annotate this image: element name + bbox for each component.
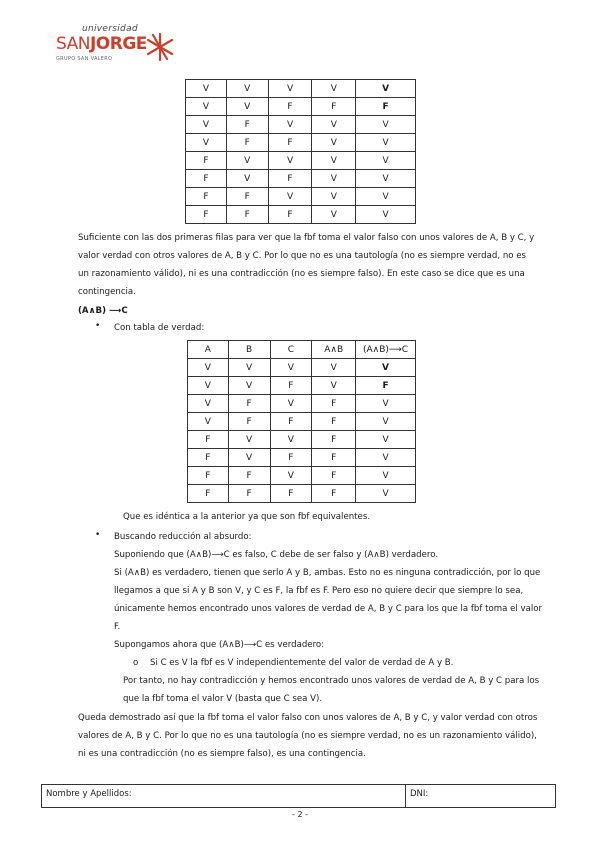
- table-cell: V: [312, 359, 356, 377]
- bullet-dot: •: [95, 321, 101, 331]
- table-cell: V: [356, 467, 416, 485]
- table-row: [188, 377, 416, 395]
- table-cell: V: [188, 359, 229, 377]
- table-row: [188, 485, 416, 503]
- table-cell: V: [188, 377, 229, 395]
- table-header-cell: (A∧B)⟶C: [356, 341, 416, 359]
- truth-table-1-body: [186, 80, 416, 224]
- table-cell: F: [188, 449, 229, 467]
- table-row: [186, 98, 416, 116]
- university-logo: [52, 22, 182, 70]
- table-cell: F: [312, 431, 356, 449]
- logo-grupo-text: GRUPO SAN VALERO: [56, 56, 113, 62]
- table-cell: F: [226, 188, 268, 206]
- bullet-dot: •: [95, 530, 101, 540]
- paragraph-contingency-1: [78, 229, 568, 301]
- table-cell: V: [356, 152, 416, 170]
- table-cell: V: [186, 80, 227, 98]
- table-cell: V: [186, 98, 227, 116]
- table-cell: V: [226, 80, 268, 98]
- logo-universidad-text: universidad: [82, 24, 138, 34]
- logo-star-icon: [144, 30, 176, 64]
- name-label: Nombre y Apellidos:: [46, 789, 132, 799]
- text-line: Si (A∧B) es verdadero, tienen que serlo A y B, ambas. Esto no es ninguna contradicción, por lo que: [114, 568, 541, 578]
- text-line: Por tanto, no hay contradicción y hemos encontrado unos valores de verdad de A, B y C para los: [123, 676, 540, 686]
- table-cell: V: [356, 188, 416, 206]
- table2-note: Que es idéntica a la anterior ya que son fbf equivalentes.: [123, 512, 371, 522]
- footer-divider: [405, 785, 406, 807]
- table-cell: F: [188, 431, 229, 449]
- text-line: llegamos a que si A y B son V, y C es F, la fbf es F. Pero eso no quiere decir que siempre lo sea,: [114, 586, 524, 596]
- table-cell: V: [268, 80, 312, 98]
- table-cell: F: [268, 170, 312, 188]
- table-cell: V: [356, 449, 416, 467]
- table-header-cell: C: [270, 341, 312, 359]
- table-cell: V: [226, 98, 268, 116]
- table-cell: V: [186, 134, 227, 152]
- table-cell: V: [226, 170, 268, 188]
- text-line: Queda demostrado así que la fbf toma el valor falso con unos valores de A, B y C, y valor verdad con otros: [78, 713, 538, 723]
- table-cell: F: [186, 152, 227, 170]
- table-cell: V: [226, 152, 268, 170]
- sub-bullet-marker: o: [133, 658, 139, 668]
- sub-bullet-text: Si C es V la fbf es V independientemente del valor de verdad de A y B.: [150, 658, 454, 668]
- table-cell: F: [312, 98, 356, 116]
- table-cell: V: [228, 359, 270, 377]
- table-row: [188, 413, 416, 431]
- table-row: [188, 467, 416, 485]
- text-line: Suponiendo que (A∧B)⟶C es falso, C debe de ser falso y (A∧B) verdadero.: [114, 550, 439, 560]
- table-cell: F: [186, 188, 227, 206]
- table-cell: F: [228, 395, 270, 413]
- table-cell: F: [356, 98, 416, 116]
- text-line: contingencia.: [78, 287, 136, 297]
- table-cell: F: [356, 377, 416, 395]
- absurdo-conclusion: [123, 672, 573, 708]
- table-cell: V: [268, 116, 312, 134]
- section-heading: (A∧B) ⟶C: [78, 306, 128, 316]
- table-cell: V: [186, 116, 227, 134]
- text-line: valor verdad con otros valores de A, B y C. Por lo que no es una tautología (no es siempre verdad, no es: [78, 251, 527, 261]
- table-cell: F: [228, 485, 270, 503]
- table-cell: F: [270, 449, 312, 467]
- table-cell: V: [356, 134, 416, 152]
- table-cell: V: [312, 206, 356, 224]
- table-row: [188, 359, 416, 377]
- table-row: [186, 152, 416, 170]
- table-cell: V: [270, 359, 312, 377]
- table-cell: V: [270, 395, 312, 413]
- table-header-cell: A: [188, 341, 229, 359]
- table-cell: F: [312, 449, 356, 467]
- table-header-row: [188, 341, 416, 359]
- page-number: - 2 -: [292, 810, 308, 819]
- table-cell: V: [312, 152, 356, 170]
- table-header-cell: A∧B: [312, 341, 356, 359]
- table-cell: V: [356, 206, 416, 224]
- table-cell: V: [356, 170, 416, 188]
- table-cell: V: [268, 152, 312, 170]
- table-row: [186, 116, 416, 134]
- text-line: ni es una contradicción (no es siempre falso), es una contingencia.: [78, 749, 366, 759]
- table-cell: F: [226, 134, 268, 152]
- table-cell: F: [226, 116, 268, 134]
- footer-form: [41, 784, 556, 808]
- table-row: [188, 431, 416, 449]
- table-cell: F: [226, 206, 268, 224]
- table-cell: V: [312, 377, 356, 395]
- table-cell: V: [228, 449, 270, 467]
- table-cell: F: [270, 413, 312, 431]
- table-cell: F: [186, 206, 227, 224]
- table-row: [188, 395, 416, 413]
- table-cell: F: [312, 485, 356, 503]
- dni-label: DNI:: [410, 789, 429, 799]
- table-row: [186, 134, 416, 152]
- table-cell: V: [228, 431, 270, 449]
- table-row: [188, 449, 416, 467]
- table-cell: F: [268, 134, 312, 152]
- table-cell: V: [356, 80, 416, 98]
- table-row: [186, 80, 416, 98]
- table-row: [186, 170, 416, 188]
- table-cell: V: [356, 116, 416, 134]
- table-cell: F: [188, 467, 229, 485]
- text-line: Supongamos ahora que (A∧B)⟶C es verdadero:: [114, 640, 325, 650]
- truth-table-2-body: [188, 341, 416, 503]
- table-cell: V: [228, 377, 270, 395]
- text-line: únicamente hemos encontrado unos valores de verdad de A, B y C para los que la fbf toma el valor: [114, 604, 543, 614]
- table-cell: F: [228, 413, 270, 431]
- table-cell: V: [188, 395, 229, 413]
- table-cell: F: [186, 170, 227, 188]
- table-cell: V: [356, 395, 416, 413]
- table-cell: V: [268, 188, 312, 206]
- table-row: [186, 188, 416, 206]
- table-cell: F: [270, 485, 312, 503]
- final-paragraph: [78, 709, 578, 763]
- table-row: [186, 206, 416, 224]
- text-line: que la fbf toma el valor V (basta que C sea V).: [123, 694, 323, 704]
- bullet-absurdo-label: Buscando reducción al absurdo:: [114, 532, 252, 542]
- table-cell: F: [268, 206, 312, 224]
- table-cell: V: [356, 431, 416, 449]
- table-cell: V: [188, 413, 229, 431]
- table-cell: F: [188, 485, 229, 503]
- table-cell: V: [312, 170, 356, 188]
- absurdo-block: [114, 546, 564, 654]
- table-cell: V: [356, 413, 416, 431]
- bullet-truth-table-label: Con tabla de verdad:: [114, 323, 205, 333]
- table-cell: V: [270, 431, 312, 449]
- table-cell: V: [312, 80, 356, 98]
- text-line: F.: [114, 622, 121, 632]
- table-cell: F: [268, 98, 312, 116]
- table-cell: V: [356, 485, 416, 503]
- table-cell: F: [270, 377, 312, 395]
- text-line: Suficiente con las dos primeras filas para ver que la fbf toma el valor falso con unos valores de A, B y C, y: [78, 233, 535, 243]
- table-cell: V: [312, 134, 356, 152]
- table-cell: V: [356, 359, 416, 377]
- table-cell: F: [312, 467, 356, 485]
- text-line: valores de A, B y C. Por lo que no es una tautología (no es siempre verdad, no es un razonamiento válido),: [78, 731, 537, 741]
- table-cell: F: [228, 467, 270, 485]
- table-cell: V: [312, 116, 356, 134]
- table-cell: F: [312, 413, 356, 431]
- table-header-cell: B: [228, 341, 270, 359]
- text-line: un razonamiento válido), ni es una contradicción (no es siempre falso). En este caso se dice que es una: [78, 269, 525, 279]
- truth-table-2: [187, 340, 416, 503]
- table-cell: V: [312, 188, 356, 206]
- table-cell: V: [270, 467, 312, 485]
- table-cell: F: [312, 395, 356, 413]
- truth-table-1: [185, 79, 416, 224]
- logo-sanjorge-text: SANJORGE: [56, 34, 147, 54]
